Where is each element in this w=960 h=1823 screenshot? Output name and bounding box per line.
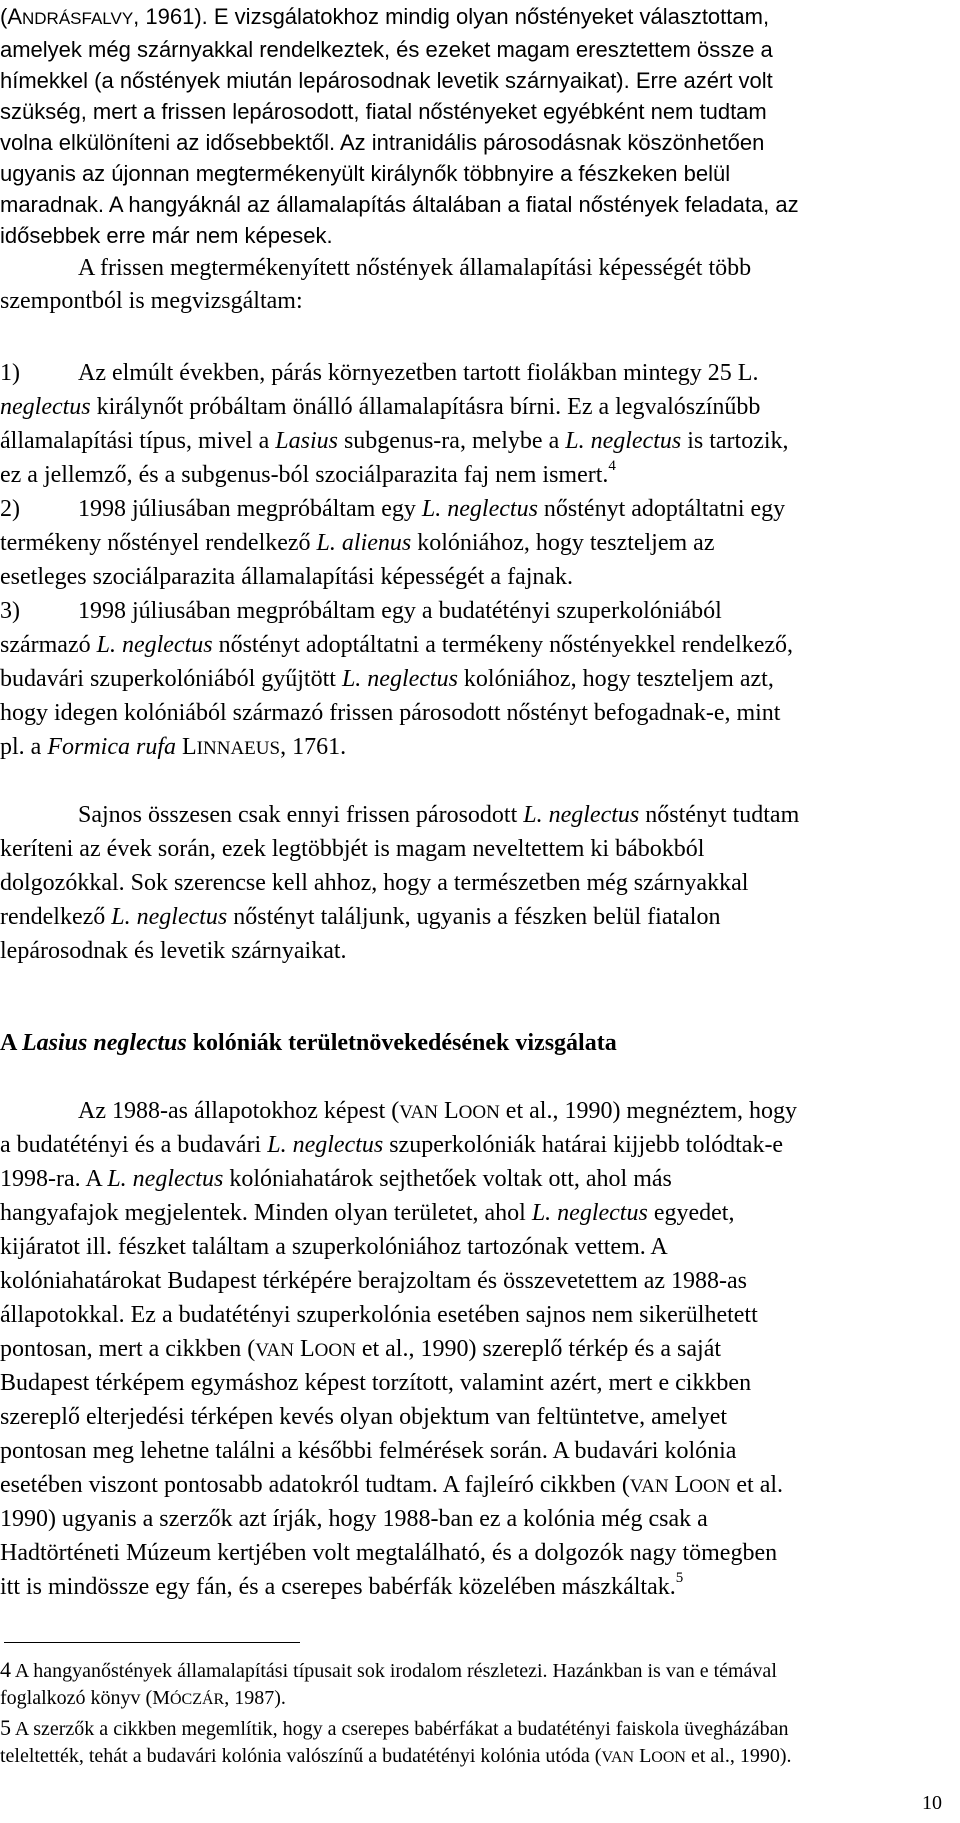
- footnote-5-line2: teleltették, tehát a budavári kolónia valószínű a budatétényi kolónia utóda (VAN LOON et al., 1990).: [0, 1745, 792, 1767]
- list-item-1-line4: ez a jellemző, és a subgenus-ból szociálparazita faj nem ismert.$^4$: [0, 458, 616, 488]
- list-item-3-line3: budavári szuperkolóniából gyűjtött L. neglectus kolóniához, hogy teszteljem azt,: [0, 666, 774, 692]
- list-number: 1): [0, 360, 20, 386]
- paragraph4-line14: Hadtörténeti Múzeum kertjében volt megtalálható, és a dolgozók nagy tömegben: [0, 1540, 778, 1566]
- paragraph4-line1: Az 1988-as állapotokhoz képest (VAN LOON et al., 1990) megnéztem, hogy: [78, 1098, 798, 1124]
- list-item-2-line2: termékeny nőstényel rendelkező L. alienus kolóniához, hogy teszteljem az: [0, 530, 715, 556]
- paragraph4-line2: a budatétényi és a budavári L. neglectus szuperkolóniák határai kijjebb tolódtak-e: [0, 1132, 784, 1158]
- paragraph3-line5: lepárosodnak és levetik szárnyaikat.: [0, 938, 347, 964]
- paragraph4-line10: szereplő elterjedési térképen kevés olyan objektum van feltüntetve, amelyet: [0, 1404, 728, 1430]
- paragraph4-line11: pontosan meg lehetne találni a későbbi felmérések során. A budavári kolónia: [0, 1438, 737, 1464]
- paragraph1-line7: maradnak. A hangyáknál az államalapítás általában a fiatal nőstények feladata, az: [0, 192, 799, 217]
- paragraph4-line9: Budapest térképem egymáshoz képest torzított, valamint azért, mert e cikkben: [0, 1370, 752, 1396]
- paragraph4-line5: kijáratot ill. fészket találtam a szuperkolóniához tartozónak vettem. A: [0, 1234, 668, 1260]
- footnote-ref-4: 4: [608, 458, 616, 474]
- paragraph2-line2: szempontból is megvizsgáltam:: [0, 288, 303, 314]
- paragraph3-line1: Sajnos összesen csak ennyi frissen párosodott L. neglectus nőstényt tudtam: [78, 802, 800, 828]
- footnote-5-line1: 5 A szerzők a cikkben megemlítik, hogy a cserepes babérfákat a budatétényi faiskola üvegházában: [0, 1715, 789, 1740]
- list-item-2-line1: 2) 1998 júliusában megpróbáltam egy L. neglectus nőstényt adoptáltatni egy: [0, 496, 786, 522]
- section-heading: A Lasius neglectus kolóniák területnövekedésének vizsgálata: [0, 1030, 617, 1056]
- footnote-number: 4: [0, 1657, 11, 1682]
- list-item-3-line2: származó L. neglectus nőstényt adoptáltatni a termékeny nőstényekkel rendelkező,: [0, 632, 794, 658]
- paragraph4-line3: 1998-ra. A L. neglectus kolóniahatárok sejthetőek voltak ott, ahol más: [0, 1166, 672, 1192]
- paragraph4-line8: pontosan, mert a cikkben (VAN LOON et al., 1990) szereplő térkép és a saját: [0, 1336, 722, 1362]
- list-item-1-line3: államalapítási típus, mivel a Lasius subgenus-ra, melybe a L. neglectus is tartozik,: [0, 428, 789, 454]
- page-number: 10: [922, 1792, 942, 1814]
- footnote-number: 5: [0, 1715, 11, 1740]
- paragraph3-line3: dolgozókkal. Sok szerencse kell ahhoz, hogy a természetben még szárnyakkal: [0, 870, 749, 896]
- list-item-1-line1: 1) Az elmúlt években, párás környezetben tartott fiolákban mintegy 25 L.: [0, 360, 759, 386]
- paragraph1-line5: volna elkülöníteni az idősebbektől. Az intranidális párosodásnak köszönhetően: [0, 130, 765, 155]
- paragraph1-line3: hímekkel (a nőstények miután lepárosodnak levetik szárnyaikat). Erre azért volt: [0, 68, 773, 93]
- paragraph4-line7: állapotokkal. Ez a budatétényi szuperkolónia esetében sajnos nem sikerülhetett: [0, 1302, 758, 1328]
- footnote-4-line2: foglalkozó könyv (MÓCZÁR, 1987).: [0, 1687, 286, 1709]
- list-number: 2): [0, 496, 20, 522]
- paragraph1-line6: ugyanis az újonnan megtermékenyült királynők többnyire a fészkeken belül: [0, 161, 731, 186]
- paragraph3-line2: keríteni az évek során, ezek legtöbbjét is magam neveltettem ki bábokból: [0, 836, 705, 862]
- list-item-2-line3: esetleges szociálparazita államalapítási képességét a fajnak.: [0, 564, 574, 590]
- paragraph3-line4: rendelkező L. neglectus nőstényt találjunk, ugyanis a fészken belül fiatalon: [0, 904, 721, 930]
- list-item-3-line1: 3) 1998 júliusában megpróbáltam egy a budatétényi szuperkolóniából: [0, 598, 722, 624]
- paragraph4-line13: 1990) ugyanis a szerzők azt írják, hogy 1988-ban ez a kolónia még csak a: [0, 1506, 708, 1532]
- paragraph1-line2: amelyek még szárnyakkal rendelkeztek, és ezeket magam eresztettem össze a: [0, 37, 773, 62]
- footnote-4-line1: 4 A hangyanőstények államalapítási típusait sok irodalom részletezi. Hazánkban is van e témával: [0, 1657, 777, 1682]
- footnote-separator: [4, 1642, 300, 1643]
- paragraph1-line8: idősebbek erre már nem képesek.: [0, 223, 333, 248]
- list-item-1-line2: neglectus királynőt próbáltam önálló államalapításra bírni. Ez a legvalószínűbb: [0, 394, 761, 420]
- paragraph4-line15: itt is mindössze egy fán, és a cserepes babérfák közelében mászkáltak.$^5$: [0, 1570, 684, 1600]
- paragraph4-line12: esetében viszont pontosabb adatokról tudtam. A fajleíró cikkben (VAN LOON et al.: [0, 1472, 784, 1498]
- list-item-3-line4: hogy idegen kolóniából származó frissen párosodott nőstényt befogadnak-e, mint: [0, 700, 781, 726]
- paragraph4-line4: hangyafajok megjelentek. Minden olyan területet, ahol L. neglectus egyedet,: [0, 1200, 735, 1226]
- footnote-ref-5: 5: [675, 1570, 684, 1586]
- paragraph4-line6: kolóniahatárokat Budapest térképére berajzoltam és összevetettem az 1988-as: [0, 1268, 748, 1294]
- list-number: 3): [0, 598, 20, 624]
- paragraph2-line1: A frissen megtermékenyített nőstények államalapítási képességét több: [78, 255, 752, 281]
- paragraph1-line1: (ANDRÁSFALVY, 1961). E vizsgálatokhoz mindig olyan nőstényeket választottam,: [0, 4, 770, 29]
- list-item-3-line5: pl. a Formica rufa LINNAEUS, 1761.: [0, 734, 347, 760]
- paragraph1-line4: szükség, mert a frissen lepárosodott, fiatal nőstényeket egyébként nem tudtam: [0, 99, 767, 124]
